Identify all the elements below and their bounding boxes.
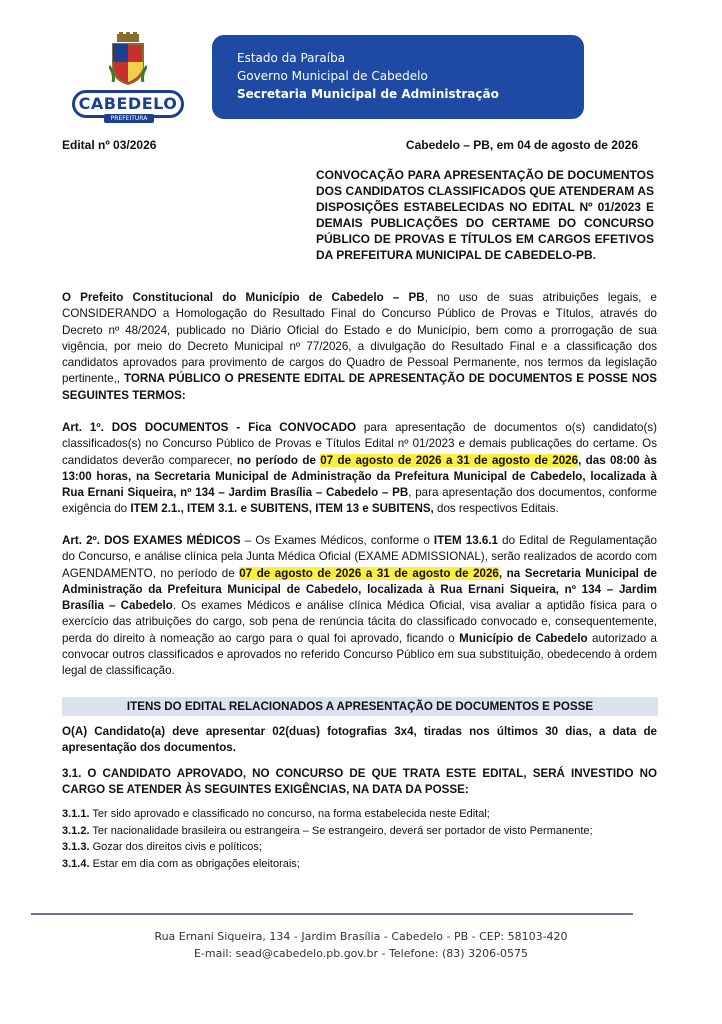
- list-item: [62, 839, 657, 856]
- art2-item-ref: ITEM 13.6.1: [433, 534, 498, 547]
- footer: [0, 928, 722, 962]
- subitem-number: 3.1.1.: [62, 808, 90, 820]
- preamble-closing: TORNA PÚBLICO O PRESENTE EDITAL DE APRESENTAÇÃO DE DOCUMENTOS E POSSE NOS SEGUINTES TERMOS:: [62, 372, 657, 402]
- header-banner: [212, 35, 584, 119]
- art2-text1: – Os Exames Médicos, conforme o: [240, 534, 434, 547]
- art2-text2: do Edital de Regulamentação do Concurso, e análise clínica pela Junta Médica Oficial (EXAME ADMISSIONAL), serão realizados de acordo com AGENDAMENTO, no período de: [62, 534, 658, 580]
- subitem-text: Gozar dos direitos civis e políticos;: [89, 841, 262, 853]
- banner-secretariat: Secretaria Municipal de Administração: [237, 87, 499, 101]
- list-item: [62, 806, 657, 823]
- logo-wordmark: CABEDELO: [72, 90, 184, 118]
- list-item: [62, 856, 657, 873]
- banner-government: Governo Municipal de Cabedelo: [237, 69, 428, 83]
- art1-heading: Art. 1º. DOS DOCUMENTOS - Fica CONVOCADO: [62, 421, 356, 434]
- art1-period-label: no período de: [236, 453, 321, 467]
- subitem-text: Ter nacionalidade brasileira ou estrangeira – Se estrangeiro, deverá ser portador de visto Permanente;: [89, 824, 593, 837]
- art1-location: , das 08:00 às 13:00 horas, na Secretaria Municipal de Administração da Prefeitura Municipal de Cabedelo, localizada à Rua Ernani Siqueira, nº 134 – Jardim Brasília – Cabedelo – PB: [62, 453, 657, 500]
- coat-of-arms-icon: [109, 32, 147, 86]
- article-1-paragraph: [62, 420, 657, 518]
- art2-text3: . Os exames Médicos e análise clínica Médica Oficial, visa avaliar a aptidão física para o exercício das atribuições do cargo, sob pena de renúncia tácita do classificado convocado e, consequentemente, perda do direito à nomeação ao cargo para o qual foi aprovado, ficando o: [62, 599, 657, 645]
- banner-state: Estado da Paraíba: [237, 51, 346, 65]
- item-3-1-heading: 3.1. O CANDIDATO APROVADO, NO CONCURSO DE QUE TRATA ESTE EDITAL, SERÁ INVESTIDO NO CARGO SE ATENDER ÀS SEGUINTES EXIGÊNCIAS, NA DATA DA POSSE:: [62, 767, 657, 797]
- convocation-title: CONVOCAÇÃO PARA APRESENTAÇÃO DE DOCUMENTOS DOS CANDIDATOS CLASSIFICADOS QUE ATENDERAM AS DISPOSIÇÕES ESTABELECIDAS NO EDITAL Nº 01/2023 E DEMAIS PUBLICAÇÕES DO CERTAME DO CONCURSO PÚBLICO DE PROVAS E TÍTULOS EM CARGOS EFETIVOS DA PREFEITURA MUNICIPAL DE CABEDELO-PB.: [316, 168, 654, 262]
- section-title: ITENS DO EDITAL RELACIONADOS A APRESENTAÇÃO DE DOCUMENTOS E POSSE: [62, 697, 658, 716]
- art2-heading: Art. 2º. DOS EXAMES MÉDICOS: [62, 534, 241, 547]
- art1-text3: dos respectivos Editais.: [433, 502, 559, 516]
- art2-location: , na Secretaria Municipal de Administração da Prefeitura Municipal de Cabedelo, localizada à Rua Ernani Siqueira, nº 134 – Jardim Brasília – Cabedelo: [62, 566, 657, 613]
- art2-municipio: Município de Cabedelo: [459, 631, 588, 645]
- edital-number: Edital nº 03/2026: [62, 138, 157, 152]
- preamble-lead: O Prefeito Constitucional do Município de Cabedelo – PB: [62, 291, 425, 304]
- art1-text2: , para apresentação dos documentos, conforme exigência do: [62, 486, 657, 516]
- art2-text4: autorizado a convocar outros classificados e aprovados no referido Concurso Público em sua substituição, obedecendo à ordem legal de classificação.: [62, 631, 657, 678]
- prefeitura-logo: [70, 32, 186, 124]
- footer-address: Rua Ernani Siqueira, 134 - Jardim Brasília - Cabedelo - PB - CEP: 58103-420: [154, 930, 568, 943]
- subitems-list: [62, 806, 657, 872]
- art1-text1: para apresentação de documentos o(s) candidato(s) classificados(s) no Concurso Público de Provas e Títulos Edital nº 01/2023 e demais publicações do certame. Os candidatos deverão comparecer,: [62, 421, 657, 467]
- subitem-text: Ter sido aprovado e classificado no concurso, na forma estabelecida neste Edital;: [89, 808, 490, 820]
- preamble-body: , no uso de suas atribuições legais, e CONSIDERANDO a Homologação do Resultado Final do Concurso Público de Provas e Títulos, através do Decreto nº 48/2024, publicado no Diário Oficial do Estado e do Município, bem como a prorrogação de sua vigência, por meio do Decreto Municipal nº 77/2026, a divulgação do Resultado Final e a classificação dos candidatos aprovados para provimento de cargos do Quadro de Pessoal Permanente, nos termos da legislação pertinente,,: [62, 291, 657, 386]
- article-2-paragraph: [62, 533, 657, 680]
- subitem-text: Estar em dia com as obrigações eleitorais;: [89, 857, 300, 870]
- footer-contact: E-mail: sead@cabedelo.pb.gov.br - Telefone: (83) 3206-0575: [193, 947, 529, 960]
- list-item: [62, 823, 657, 840]
- preamble-paragraph: [62, 290, 657, 404]
- logo-subtext: PREFEITURA: [104, 114, 154, 123]
- subitem-number: 3.1.3.: [62, 841, 90, 853]
- place-date: Cabedelo – PB, em 04 de agosto de 2026: [405, 138, 638, 152]
- footer-divider: [31, 913, 633, 915]
- art1-period-highlight: 07 de agosto de 2026 a 31 de agosto de 2026: [320, 453, 579, 467]
- art1-items: ITEM 2.1., ITEM 3.1. e SUBITENS, ITEM 13 e SUBITENS,: [130, 502, 434, 516]
- subitem-number: 3.1.2.: [62, 824, 90, 837]
- photos-requirement: O(A) Candidato(a) deve apresentar 02(duas) fotografias 3x4, tiradas nos últimos 30 dias, a data de apresentação dos documentos.: [62, 725, 657, 755]
- subitem-number: 3.1.4.: [62, 857, 90, 870]
- art2-period-highlight: 07 de agosto de 2026 a 31 de agosto de 2026: [239, 566, 499, 580]
